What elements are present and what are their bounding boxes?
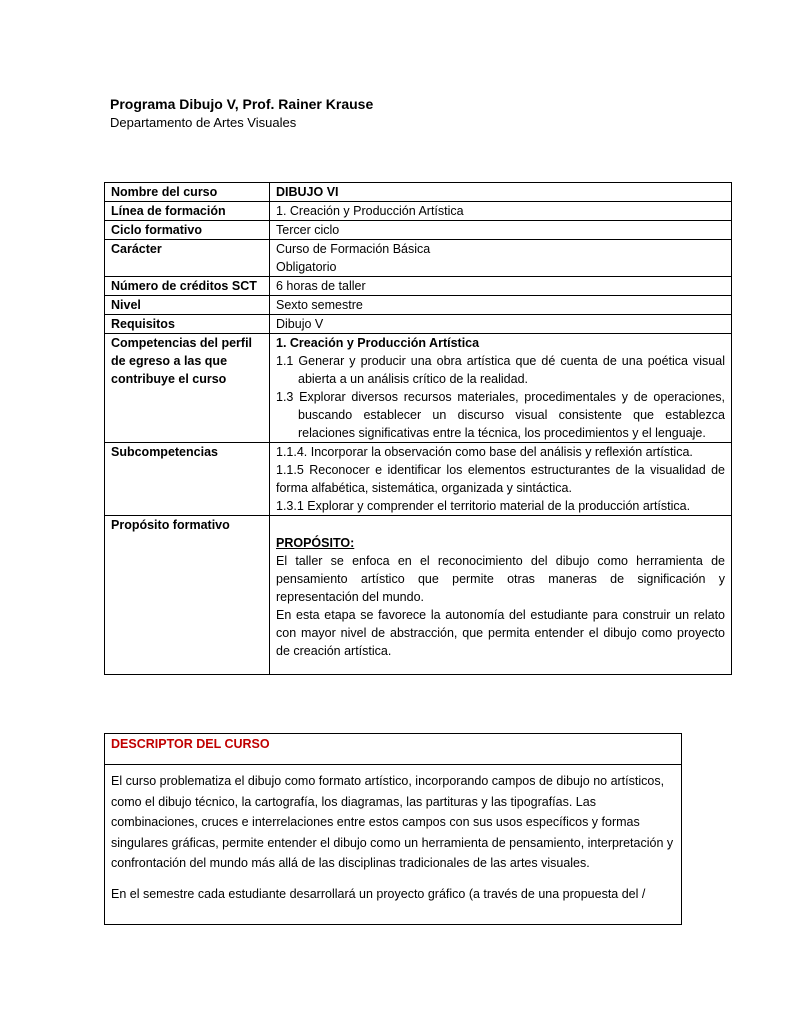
row-competencias xyxy=(105,334,732,443)
document-title: Programa Dibujo V, Prof. Rainer Krause xyxy=(110,96,374,112)
proposito-paragraph-1: El taller se enfoca en el reconocimiento del dibujo como herramienta de pensamiento artístico que permite otras maneras de significación y representación del mundo. xyxy=(276,554,725,604)
label-caracter: Carácter xyxy=(105,240,270,277)
value-subcompetencias xyxy=(270,443,732,516)
competencias-heading: 1. Creación y Producción Artística xyxy=(276,336,480,350)
row-requisitos xyxy=(105,315,732,334)
department-name: Departamento de Artes Visuales xyxy=(110,115,297,130)
descriptor-body xyxy=(105,765,681,920)
row-nombre xyxy=(105,183,732,202)
value-ciclo: Tercer ciclo xyxy=(270,221,732,240)
row-linea xyxy=(105,202,732,221)
row-nivel xyxy=(105,296,732,315)
subcompetencia-item: 1.1.5 Reconocer e identificar los elementos estructurantes de la visualidad de forma alfabética, sistemática, organizada y sintáctica. xyxy=(276,463,725,495)
descriptor-paragraph-2: En el semestre cada estudiante desarrollará un proyecto gráfico (a través de una propuesta del / xyxy=(111,886,646,901)
value-linea: 1. Creación y Producción Artística xyxy=(270,202,732,221)
course-info-table xyxy=(104,182,732,675)
label-subcompetencias: Subcompetencias xyxy=(105,443,270,516)
descriptor-paragraph-1: El curso problematiza el dibujo como formato artístico, incorporando campos de dibujo no artísticos, como el dibujo técnico, la cartografía, los diagramas, las partituras y las tipografías. Las combinaciones, cruces e interrelaciones entre estos campos con sus usos específicos y formas singulares gráficas, permite entender el dibujo como un herramienta de pensamiento, interpretación y confrontación del mundo más allá de las disciplinas tradicionales de las artes visuales. xyxy=(111,774,674,870)
row-creditos xyxy=(105,277,732,296)
row-caracter xyxy=(105,240,732,277)
row-subcompetencias xyxy=(105,443,732,516)
value-nivel: Sexto semestre xyxy=(270,296,732,315)
course-descriptor-box xyxy=(104,733,682,925)
row-ciclo xyxy=(105,221,732,240)
subcompetencia-item: 1.3.1 Explorar y comprender el territorio material de la producción artística. xyxy=(276,499,691,513)
value-proposito xyxy=(270,516,732,675)
value-creditos: 6 horas de taller xyxy=(270,277,732,296)
competencia-item: 1.3 Explorar diversos recursos materiales, procedimentales y de operaciones, buscando establecer un discurso visual consistente que establezca relaciones significativas entre la técnica, los procedimientos y el lenguaje. xyxy=(276,390,725,440)
value-competencias xyxy=(270,334,732,443)
label-requisitos: Requisitos xyxy=(105,315,270,334)
document-header xyxy=(110,95,373,132)
label-competencias: Competencias del perfil de egreso a las que contribuye el curso xyxy=(105,334,270,443)
row-proposito xyxy=(105,516,732,675)
subcompetencia-item: 1.1.4. Incorporar la observación como base del análisis y reflexión artística. xyxy=(276,445,693,459)
label-proposito: Propósito formativo xyxy=(105,516,270,675)
label-nivel: Nivel xyxy=(105,296,270,315)
proposito-paragraph-2: En esta etapa se favorece la autonomía del estudiante para construir un relato con mayor nivel de abstracción, que permita entender el dibujo como proyecto de creación artística. xyxy=(276,608,725,658)
competencia-item: 1.1 Generar y producir una obra artística que dé cuenta de una poética visual abierta a un análisis crítico de la realidad. xyxy=(276,354,725,386)
value-nombre: DIBUJO VI xyxy=(270,183,732,202)
label-nombre: Nombre del curso xyxy=(105,183,270,202)
descriptor-heading: DESCRIPTOR DEL CURSO xyxy=(105,734,681,765)
label-ciclo: Ciclo formativo xyxy=(105,221,270,240)
label-linea: Línea de formación xyxy=(105,202,270,221)
value-requisitos: Dibujo V xyxy=(270,315,732,334)
value-caracter xyxy=(270,240,732,277)
label-creditos: Número de créditos SCT xyxy=(105,277,270,296)
value-caracter-1: Curso de Formación Básica xyxy=(276,242,431,256)
value-caracter-2: Obligatorio xyxy=(276,260,337,274)
proposito-heading: PROPÓSITO: xyxy=(276,536,355,550)
